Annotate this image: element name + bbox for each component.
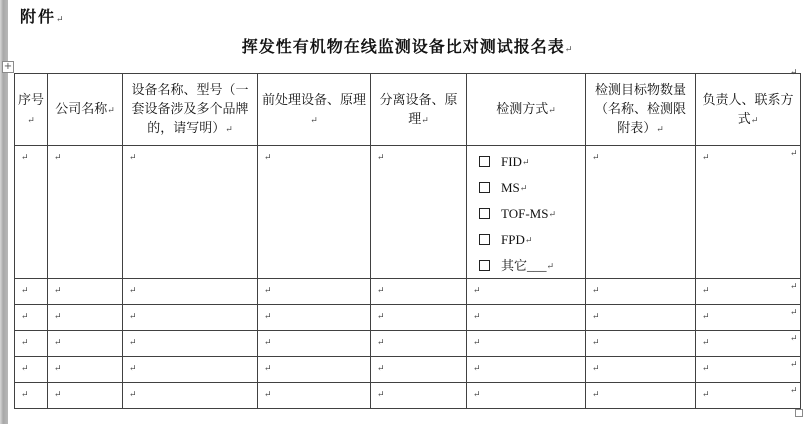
option-ms xyxy=(479,174,585,200)
paragraph-mark: ↵ xyxy=(592,363,600,373)
row-end-mark: ↵ xyxy=(790,67,798,77)
paragraph-mark: ↵ xyxy=(377,311,385,321)
paragraph-mark: ↵ xyxy=(473,389,481,399)
table-cell[interactable] xyxy=(48,331,123,357)
option-tof-ms xyxy=(479,200,585,226)
paragraph-mark: ↵ xyxy=(592,152,600,162)
table-cell[interactable] xyxy=(586,331,696,357)
table-cell[interactable] xyxy=(15,357,48,383)
table-cell[interactable] xyxy=(15,305,48,331)
paragraph-mark: ↵ xyxy=(592,389,600,399)
table-cell[interactable] xyxy=(48,305,123,331)
paragraph-mark: ↵ xyxy=(56,14,64,24)
header-label: 设备名称、型号（一套设备涉及多个品牌的，请写明） xyxy=(131,82,249,135)
row-end-mark: ↵ xyxy=(790,281,798,291)
option-other xyxy=(479,252,585,278)
table-cell[interactable] xyxy=(123,331,258,357)
paragraph-mark: ↵ xyxy=(548,105,556,115)
table-cell[interactable] xyxy=(258,331,371,357)
paragraph-mark: ↵ xyxy=(310,114,318,125)
paragraph-mark: ↵ xyxy=(524,234,533,245)
header-cell-serial-number[interactable] xyxy=(15,74,48,146)
table-cell[interactable] xyxy=(696,357,801,383)
table-cell[interactable] xyxy=(371,357,467,383)
table-resize-handle[interactable] xyxy=(795,409,803,417)
cell-serial-number[interactable] xyxy=(15,146,48,279)
paragraph-mark: ↵ xyxy=(702,363,710,373)
table-cell[interactable] xyxy=(696,331,801,357)
table-cell[interactable] xyxy=(258,383,371,409)
paragraph-mark: ↵ xyxy=(377,389,385,399)
option-fpd xyxy=(479,226,585,252)
header-label: 公司名称 xyxy=(55,101,108,116)
table-cell[interactable] xyxy=(123,305,258,331)
paragraph-mark: ↵ xyxy=(54,152,62,162)
cell-detection-method-options[interactable] xyxy=(467,146,586,279)
registration-table xyxy=(14,73,801,409)
paragraph-mark: ↵ xyxy=(27,114,35,125)
paragraph-mark: ↵ xyxy=(264,311,272,321)
option-label: 其它___ xyxy=(501,257,547,273)
paragraph-mark: ↵ xyxy=(264,152,272,162)
paragraph-mark: ↵ xyxy=(21,285,29,295)
table-empty-row xyxy=(15,305,801,331)
checkbox-fpd-icon[interactable] xyxy=(479,234,490,245)
option-label: FPD xyxy=(501,231,525,247)
table-empty-row xyxy=(15,279,801,305)
row-end-mark: ↵ xyxy=(790,359,798,369)
paragraph-mark: ↵ xyxy=(129,389,137,399)
paragraph-mark: ↵ xyxy=(54,337,62,347)
paragraph-mark: ↵ xyxy=(54,363,62,373)
cell-separation-device[interactable] xyxy=(371,146,467,279)
header-cell-separation-device[interactable] xyxy=(371,74,467,146)
table-cell[interactable] xyxy=(467,357,586,383)
paragraph-mark: ↵ xyxy=(129,152,137,162)
paragraph-mark: ↵ xyxy=(54,311,62,321)
table-empty-row xyxy=(15,357,801,383)
paragraph-mark: ↵ xyxy=(107,105,115,115)
table-cell[interactable] xyxy=(371,305,467,331)
attachment-text: 附件 xyxy=(20,9,57,26)
table-cell[interactable] xyxy=(467,305,586,331)
paragraph-mark: ↵ xyxy=(473,337,481,347)
table-cell[interactable] xyxy=(696,279,801,305)
paragraph-mark: ↵ xyxy=(264,337,272,347)
cell-company-name[interactable] xyxy=(48,146,123,279)
cell-contact-person[interactable] xyxy=(696,146,801,279)
paragraph-mark: ↵ xyxy=(54,285,62,295)
table-cell[interactable] xyxy=(258,279,371,305)
header-cell-pretreatment-device[interactable] xyxy=(258,74,371,146)
paragraph-mark: ↵ xyxy=(129,311,137,321)
table-cell[interactable] xyxy=(15,331,48,357)
table-cell[interactable] xyxy=(467,331,586,357)
paragraph-mark: ↵ xyxy=(129,337,137,347)
table-cell[interactable] xyxy=(48,279,123,305)
table-cell[interactable] xyxy=(15,383,48,409)
checkbox-tof-ms-icon[interactable] xyxy=(479,208,490,219)
checkbox-other-icon[interactable] xyxy=(479,260,490,271)
table-cell[interactable] xyxy=(696,305,801,331)
paragraph-mark: ↵ xyxy=(702,311,710,321)
table-cell[interactable] xyxy=(586,305,696,331)
paragraph-mark: ↵ xyxy=(519,182,528,193)
header-cell-detection-method[interactable] xyxy=(467,74,586,146)
move-handle-plus-icon: + xyxy=(3,61,13,72)
table-cell[interactable] xyxy=(15,279,48,305)
paragraph-mark: ↵ xyxy=(421,114,429,125)
paragraph-mark: ↵ xyxy=(592,337,600,347)
option-label: MS xyxy=(501,179,520,195)
paragraph-mark: ↵ xyxy=(702,152,710,162)
checkbox-fid-icon[interactable] xyxy=(479,156,490,167)
row-end-mark: ↵ xyxy=(790,385,798,395)
table-empty-row xyxy=(15,383,801,409)
paragraph-mark: ↵ xyxy=(129,363,137,373)
paragraph-mark: ↵ xyxy=(21,389,29,399)
checkbox-ms-icon[interactable] xyxy=(479,182,490,193)
paragraph-mark: ↵ xyxy=(548,208,556,219)
paragraph-mark: ↵ xyxy=(702,285,710,295)
paragraph-mark: ↵ xyxy=(564,44,573,54)
paragraph-mark: ↵ xyxy=(750,114,759,125)
paragraph-mark: ↵ xyxy=(473,311,481,321)
header-cell-target-quantity[interactable] xyxy=(586,74,696,146)
paragraph-mark: ↵ xyxy=(377,337,385,347)
header-label: 检测目标物数量（名称、检测限附表） xyxy=(594,82,686,135)
paragraph-mark: ↵ xyxy=(473,285,481,295)
table-cell[interactable] xyxy=(258,357,371,383)
header-cell-contact-person[interactable] xyxy=(696,74,801,146)
paragraph-mark: ↵ xyxy=(21,152,29,162)
table-cell[interactable] xyxy=(467,383,586,409)
paragraph-mark: ↵ xyxy=(592,311,600,321)
table-cell[interactable] xyxy=(586,357,696,383)
page-title-text: 挥发性有机物在线监测设备比对测试报名表 xyxy=(241,39,565,56)
paragraph-mark: ↵ xyxy=(377,152,385,162)
table-row-1 xyxy=(15,146,801,279)
table-cell[interactable] xyxy=(123,357,258,383)
paragraph-mark: ↵ xyxy=(21,311,29,321)
paragraph-mark: ↵ xyxy=(21,363,29,373)
paragraph-mark: ↵ xyxy=(473,363,481,373)
row-end-mark: ↵ xyxy=(790,148,798,158)
paragraph-mark: ↵ xyxy=(702,337,710,347)
paragraph-mark: ↵ xyxy=(264,389,272,399)
table-cell[interactable] xyxy=(123,383,258,409)
paragraph-mark: ↵ xyxy=(656,124,664,134)
header-label: 负责人、联系方式 xyxy=(702,91,794,126)
table-cell[interactable] xyxy=(48,383,123,409)
table-cell[interactable] xyxy=(586,279,696,305)
table-empty-row xyxy=(15,331,801,357)
option-fid xyxy=(479,148,585,174)
option-label: FID xyxy=(501,153,522,169)
table-cell[interactable] xyxy=(586,383,696,409)
paragraph-mark: ↵ xyxy=(264,363,272,373)
paragraph-mark: ↵ xyxy=(377,363,385,373)
table-cell[interactable] xyxy=(371,383,467,409)
option-label: TOF-MS xyxy=(501,205,549,221)
table-move-handle[interactable] xyxy=(2,61,14,73)
table-container xyxy=(14,73,800,409)
paragraph-mark: ↵ xyxy=(546,260,555,271)
paragraph-mark: ↵ xyxy=(129,285,137,295)
cell-pretreatment-device[interactable] xyxy=(258,146,371,279)
table-cell[interactable] xyxy=(371,331,467,357)
table-header-row xyxy=(15,74,801,146)
paragraph-mark: ↵ xyxy=(592,285,600,295)
paragraph-mark: ↵ xyxy=(521,156,530,167)
table-cell[interactable] xyxy=(467,279,586,305)
row-end-mark: ↵ xyxy=(790,333,798,343)
table-cell[interactable] xyxy=(123,279,258,305)
attachment-label xyxy=(20,4,64,27)
page-title xyxy=(14,34,800,57)
cell-target-quantity[interactable] xyxy=(586,146,696,279)
table-cell[interactable] xyxy=(48,357,123,383)
paragraph-mark: ↵ xyxy=(225,124,233,134)
header-label: 分离设备、原理 xyxy=(379,91,458,126)
paragraph-mark: ↵ xyxy=(377,285,385,295)
paragraph-mark: ↵ xyxy=(54,389,62,399)
cell-device-name-model[interactable] xyxy=(123,146,258,279)
paragraph-mark: ↵ xyxy=(702,389,710,399)
table-cell[interactable] xyxy=(371,279,467,305)
paragraph-mark: ↵ xyxy=(21,337,29,347)
header-label: 序号 xyxy=(18,91,45,107)
row-end-mark: ↵ xyxy=(790,307,798,317)
header-label: 前处理设备、原理 xyxy=(261,91,366,107)
table-cell[interactable] xyxy=(258,305,371,331)
paragraph-mark: ↵ xyxy=(264,285,272,295)
header-cell-device-name-model[interactable] xyxy=(123,74,258,146)
header-cell-company-name[interactable] xyxy=(48,74,123,146)
table-cell[interactable] xyxy=(696,383,801,409)
header-label: 检测方式 xyxy=(496,101,549,116)
